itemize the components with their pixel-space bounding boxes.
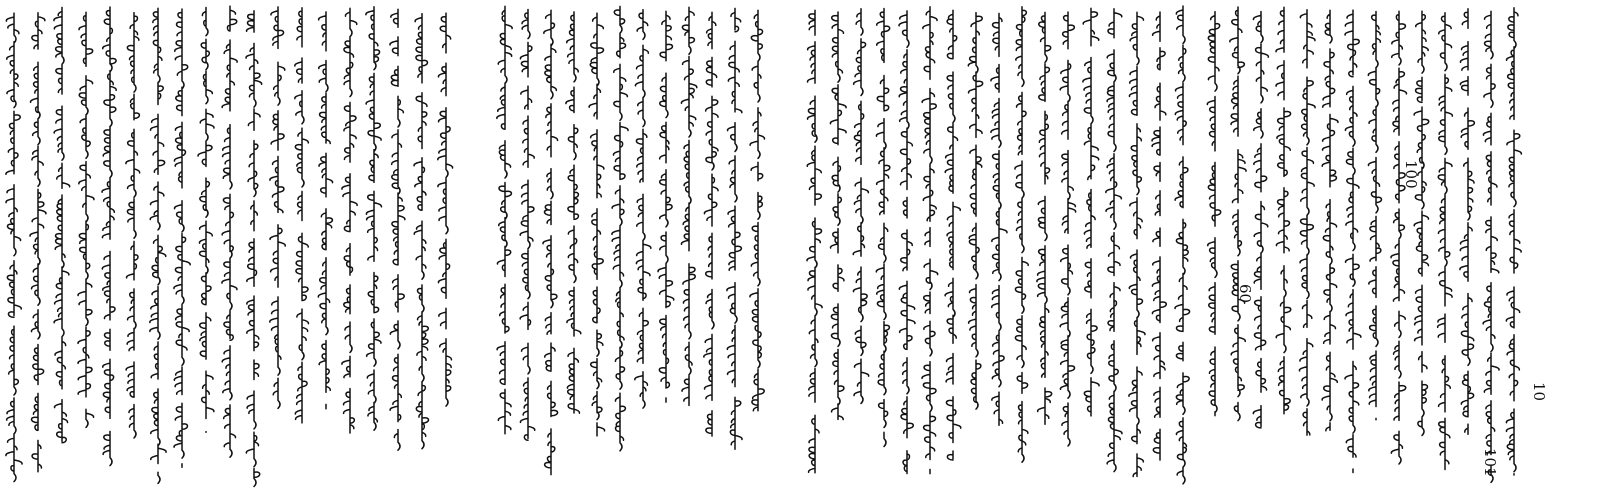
text-column: [1414, 11, 1429, 435]
text-column: [1152, 12, 1166, 460]
text-column: [1322, 10, 1338, 431]
column-glyphs: [520, 10, 535, 441]
column-glyphs: [102, 7, 116, 466]
text-column: [750, 10, 765, 411]
text-column: [681, 7, 696, 405]
column-glyphs: [589, 13, 604, 436]
text-column: [968, 13, 982, 410]
text-column: [922, 7, 938, 474]
text-column: [174, 9, 190, 467]
column-glyphs: [30, 13, 46, 472]
text-column: [1368, 12, 1381, 420]
column-glyphs: [6, 13, 22, 482]
text-column: [246, 11, 262, 487]
column-glyphs: [1253, 12, 1268, 428]
column-glyphs: [246, 11, 262, 487]
column-glyphs: [295, 8, 309, 423]
text-column: [1253, 12, 1268, 428]
column-glyphs: [54, 7, 70, 442]
column-glyphs: [968, 13, 982, 410]
column-glyphs: [1299, 10, 1315, 435]
column-glyphs: [566, 12, 581, 413]
column-glyphs: [342, 8, 357, 433]
column-glyphs: [727, 8, 742, 449]
text-column: [727, 8, 742, 449]
text-column: [945, 10, 961, 460]
text-column: [366, 7, 382, 431]
text-column: [1060, 12, 1075, 446]
column-glyphs: [1391, 11, 1406, 464]
column-glyphs: [366, 7, 382, 431]
text-column: [566, 12, 581, 413]
column-glyphs: [1483, 11, 1499, 482]
text-column: [1391, 11, 1406, 464]
column-glyphs: [1276, 7, 1291, 414]
column-glyphs: [1460, 9, 1474, 435]
column-glyphs: [1083, 8, 1099, 416]
text-column: [1037, 12, 1052, 424]
text-column: [589, 13, 604, 436]
text-column: [390, 9, 405, 450]
column-glyphs: [1175, 6, 1190, 484]
column-glyphs: [1060, 12, 1075, 446]
text-column: [853, 9, 868, 404]
text-column: [497, 6, 512, 433]
column-glyphs: [1207, 12, 1220, 416]
text-column: [318, 12, 332, 409]
text-column: [876, 9, 890, 447]
text-column: [520, 10, 535, 441]
column-glyphs: [658, 11, 674, 402]
inline-numerals: [1236, 160, 1548, 477]
column-glyphs: [1129, 12, 1145, 476]
column-glyphs: [945, 10, 961, 460]
column-glyphs: [876, 9, 890, 447]
text-column: [543, 10, 558, 474]
text-column: [1175, 6, 1190, 484]
column-glyphs: [830, 12, 846, 420]
column-glyphs: [635, 10, 651, 409]
text-column: [198, 8, 214, 433]
text-column: [222, 6, 237, 457]
column-glyphs: [150, 8, 166, 483]
text-column: [899, 11, 915, 474]
text-column: [54, 7, 70, 442]
text-column: [1506, 8, 1521, 475]
text-column: [1438, 13, 1453, 470]
column-glyphs: [807, 10, 822, 473]
column-glyphs: [1230, 7, 1246, 421]
text-column: [1345, 10, 1361, 472]
column-glyphs: [1414, 11, 1429, 435]
column-glyphs: [497, 6, 512, 433]
column-glyphs: [174, 9, 190, 467]
text-column: [1083, 8, 1099, 416]
text-column: [438, 13, 453, 406]
numeral-60: 60: [1236, 284, 1254, 304]
column-glyphs: [1106, 9, 1122, 472]
text-column: [102, 7, 116, 466]
text-column: [991, 13, 1007, 425]
column-glyphs: [612, 6, 628, 450]
text-column: [6, 13, 22, 482]
numeral-100: 100: [1402, 160, 1420, 189]
column-glyphs: [853, 9, 868, 404]
text-column: [1230, 7, 1246, 421]
text-column: [635, 10, 651, 409]
column-glyphs: [390, 9, 405, 450]
text-column: [270, 7, 285, 409]
column-glyphs: [991, 13, 1007, 425]
text-column: [612, 6, 628, 450]
text-column: [1129, 12, 1145, 476]
column-glyphs: [681, 7, 696, 405]
text-column: [1460, 9, 1474, 435]
text-column: [807, 10, 822, 473]
text-column: [414, 14, 429, 449]
column-glyphs: [126, 13, 140, 438]
column-glyphs: [270, 7, 285, 409]
text-column: [150, 8, 166, 483]
column-glyphs: [414, 14, 429, 449]
text-column: [126, 13, 140, 438]
column-glyphs: [1152, 12, 1166, 460]
text-column: [1299, 10, 1315, 435]
column-glyphs: [543, 10, 558, 474]
column-glyphs: [899, 11, 915, 474]
column-glyphs: [78, 12, 94, 427]
column-glyphs: [1506, 8, 1521, 475]
text-column: [30, 13, 46, 472]
numeral-101: 101: [1481, 448, 1499, 477]
column-glyphs: [198, 8, 214, 433]
column-glyphs: [222, 6, 237, 457]
column-glyphs: [922, 7, 938, 474]
column-glyphs: [318, 12, 332, 409]
column-glyphs: [704, 12, 718, 436]
column-glyphs: [1438, 13, 1453, 470]
column-glyphs: [1322, 10, 1338, 431]
text-column: [704, 12, 718, 436]
text-columns: [6, 6, 1521, 487]
text-column: [1106, 9, 1122, 472]
text-column: [1276, 7, 1291, 414]
text-column: [342, 8, 357, 433]
text-column: [1015, 7, 1028, 462]
column-glyphs: [750, 10, 765, 411]
numeral-10: 10: [1530, 382, 1548, 402]
text-column: [1483, 11, 1499, 482]
text-column: [1207, 12, 1220, 416]
column-glyphs: [1015, 7, 1028, 462]
text-column: [830, 12, 846, 420]
text-column: [295, 8, 309, 423]
column-glyphs: [1037, 12, 1052, 424]
text-column: [78, 12, 94, 427]
column-glyphs: [1368, 12, 1381, 420]
text-column: [658, 11, 674, 402]
column-glyphs: [1345, 10, 1361, 472]
column-glyphs: [438, 13, 453, 406]
